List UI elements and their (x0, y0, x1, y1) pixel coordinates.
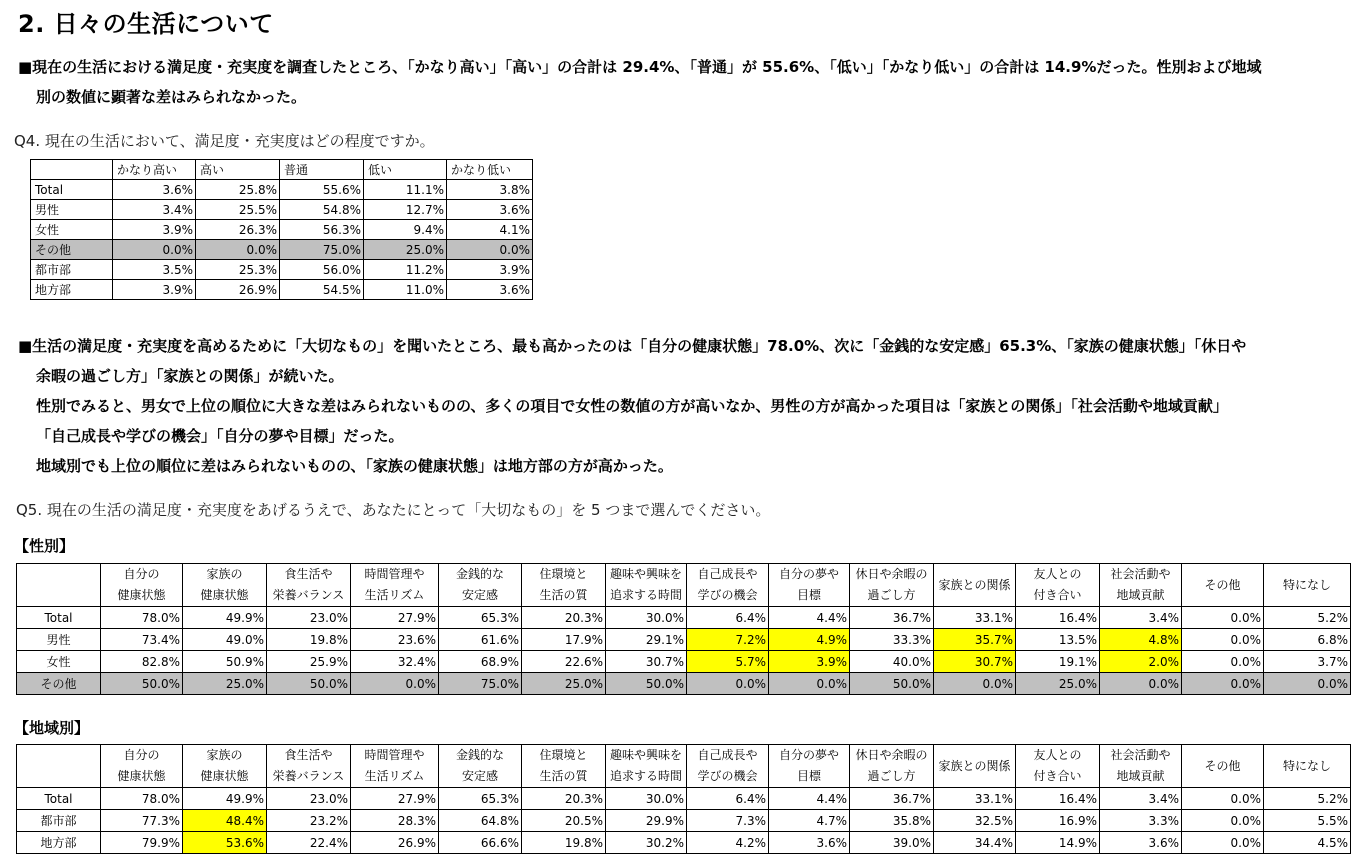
column-header: 低い (364, 160, 447, 180)
value-cell: 7.3% (687, 810, 769, 832)
column-header (101, 745, 183, 788)
value-cell: 25.3% (196, 260, 280, 280)
row-label: Total (17, 788, 101, 810)
column-header-line: 住環境と (539, 567, 588, 581)
column-header (1182, 564, 1264, 607)
column-header-line: 自分の (123, 748, 160, 762)
table-header-row (17, 564, 1351, 607)
value-cell: 0.0% (1182, 629, 1264, 651)
value-cell: 68.9% (439, 651, 522, 673)
value-cell: 3.6% (1100, 832, 1182, 854)
column-header-line: 趣味や興味を (609, 748, 682, 762)
column-header-line: 学びの機会 (697, 588, 758, 602)
value-cell: 23.0% (267, 788, 351, 810)
summary-line: 余暇の過ごし方」「家族との関係」が続いた。 (36, 367, 344, 385)
row-label: 都市部 (31, 260, 113, 280)
column-header-line: 特になし (1282, 758, 1331, 773)
value-cell: 28.3% (351, 810, 439, 832)
value-cell: 4.4% (769, 788, 850, 810)
value-cell: 0.0% (769, 673, 850, 695)
column-header-line: 家族の (206, 567, 243, 581)
value-cell: 4.4% (769, 607, 850, 629)
summary-line: ■生活の満足度・充実度を高めるために「大切なもの」を聞いたところ、最も高かったのは「自分の健康状態」78.0%、次に「金銭的な安定感」65.3%、「家族の健康状態」「休日や (18, 337, 1247, 355)
value-cell: 65.3% (439, 788, 522, 810)
column-header-line: 食生活や (284, 567, 333, 581)
column-header-line: 自分の (123, 567, 160, 581)
value-cell: 5.5% (1264, 810, 1351, 832)
value-cell: 65.3% (439, 607, 522, 629)
value-cell: 23.6% (351, 629, 439, 651)
value-cell: 3.4% (1100, 788, 1182, 810)
table-q4 (30, 159, 533, 300)
value-cell: 50.0% (267, 673, 351, 695)
value-cell: 29.9% (606, 810, 687, 832)
value-cell: 3.6% (769, 832, 850, 854)
value-cell: 0.0% (351, 673, 439, 695)
summary-paragraph-1 (18, 52, 1261, 112)
value-cell: 0.0% (1182, 832, 1264, 854)
summary-line: ■現在の生活における満足度・充実度を調査したところ、「かなり高い」「高い」の合計は 29.4%、「普通」が 55.6%、「低い」「かなり低い」の合計は 14.9%だった。性別および地域 (18, 58, 1262, 76)
column-header-line: 学びの機会 (697, 769, 758, 783)
value-cell: 0.0% (1100, 673, 1182, 695)
value-cell: 4.7% (769, 810, 850, 832)
value-cell: 33.3% (850, 629, 934, 651)
table-row (31, 240, 533, 260)
column-header (101, 564, 183, 607)
value-cell: 14.9% (1016, 832, 1100, 854)
value-cell: 0.0% (196, 240, 280, 260)
value-cell: 56.0% (280, 260, 364, 280)
value-cell: 27.9% (351, 788, 439, 810)
value-cell: 26.3% (196, 220, 280, 240)
value-cell: 0.0% (1182, 788, 1264, 810)
value-cell: 53.6% (183, 832, 267, 854)
row-label: 都市部 (17, 810, 101, 832)
value-cell: 20.3% (522, 788, 606, 810)
row-label: Total (31, 180, 113, 200)
column-header (183, 564, 267, 607)
value-cell: 35.8% (850, 810, 934, 832)
table-header-row (31, 160, 533, 180)
row-label: その他 (17, 673, 101, 695)
value-cell: 20.5% (522, 810, 606, 832)
column-header-line: 食生活や (284, 748, 333, 762)
column-header-line: 目標 (796, 588, 821, 602)
value-cell: 3.8% (447, 180, 533, 200)
value-cell: 11.2% (364, 260, 447, 280)
column-header (439, 564, 522, 607)
value-cell: 4.5% (1264, 832, 1351, 854)
table-q5-gender (16, 563, 1351, 695)
value-cell: 30.7% (606, 651, 687, 673)
value-cell: 13.5% (1016, 629, 1100, 651)
value-cell: 32.5% (934, 810, 1016, 832)
value-cell: 0.0% (1182, 673, 1264, 695)
column-header-line: 生活リズム (364, 769, 425, 783)
column-header-line: 特になし (1282, 577, 1331, 592)
column-header-line: 過ごし方 (867, 588, 916, 602)
column-header-line: 健康状態 (200, 769, 249, 783)
value-cell: 5.2% (1264, 607, 1351, 629)
column-header (351, 745, 439, 788)
value-cell: 0.0% (113, 240, 196, 260)
column-header-line: 栄養バランス (272, 769, 345, 783)
value-cell: 16.4% (1016, 607, 1100, 629)
column-header-line: 健康状態 (117, 769, 166, 783)
value-cell: 54.5% (280, 280, 364, 300)
value-cell: 30.7% (934, 651, 1016, 673)
value-cell: 19.8% (522, 832, 606, 854)
column-header: かなり低い (447, 160, 533, 180)
table-row (31, 260, 533, 280)
table-row (17, 607, 1351, 629)
column-header-line: 生活リズム (364, 588, 425, 602)
table-row (31, 220, 533, 240)
table-header-row (17, 745, 1351, 788)
column-header-line: 友人との (1033, 748, 1082, 762)
value-cell: 75.0% (280, 240, 364, 260)
column-header (522, 564, 606, 607)
value-cell: 33.1% (934, 788, 1016, 810)
column-header-line: 地域貢献 (1116, 588, 1165, 602)
column-header-line: 付き合い (1033, 769, 1082, 783)
column-header (687, 745, 769, 788)
column-header-line: 栄養バランス (272, 588, 345, 602)
value-cell: 25.9% (267, 651, 351, 673)
value-cell: 4.8% (1100, 629, 1182, 651)
value-cell: 35.7% (934, 629, 1016, 651)
value-cell: 7.2% (687, 629, 769, 651)
column-header (769, 745, 850, 788)
value-cell: 6.4% (687, 607, 769, 629)
summary-line: 性別でみると、男女で上位の順位に大きな差はみられないものの、多くの項目で女性の数値の方が高いなか、男性の方が高かった項目は「家族との関係」「社会活動や地域貢献」 (36, 397, 1228, 415)
value-cell: 23.0% (267, 607, 351, 629)
value-cell: 16.9% (1016, 810, 1100, 832)
value-cell: 61.6% (439, 629, 522, 651)
row-label: 男性 (31, 200, 113, 220)
value-cell: 4.1% (447, 220, 533, 240)
value-cell: 0.0% (934, 673, 1016, 695)
summary-paragraph-2 (18, 331, 1246, 481)
value-cell: 3.9% (113, 220, 196, 240)
value-cell: 5.7% (687, 651, 769, 673)
corner-cell (17, 745, 101, 788)
value-cell: 56.3% (280, 220, 364, 240)
value-cell: 36.7% (850, 788, 934, 810)
column-header: かなり高い (113, 160, 196, 180)
value-cell: 22.6% (522, 651, 606, 673)
column-header-line: 健康状態 (117, 588, 166, 602)
subheading-region: 【地域別】 (14, 719, 90, 737)
value-cell: 30.2% (606, 832, 687, 854)
table-q5-region (16, 744, 1351, 854)
column-header (934, 564, 1016, 607)
column-header (522, 745, 606, 788)
column-header (351, 564, 439, 607)
value-cell: 25.0% (364, 240, 447, 260)
value-cell: 9.4% (364, 220, 447, 240)
column-header-line: 家族との関係 (938, 577, 1011, 592)
column-header-line: 休日や余暇の (855, 748, 928, 762)
value-cell: 26.9% (351, 832, 439, 854)
value-cell: 0.0% (1264, 673, 1351, 695)
column-header-line: 自分の夢や (778, 567, 839, 581)
column-header (267, 564, 351, 607)
column-header (1100, 745, 1182, 788)
value-cell: 3.4% (113, 200, 196, 220)
table-row (17, 629, 1351, 651)
section-title: 2. 日々の生活について (18, 10, 274, 38)
column-header-line: 追求する時間 (609, 588, 682, 602)
column-header (267, 745, 351, 788)
question-q4: Q4. 現在の生活において、満足度・充実度はどの程度ですか。 (14, 132, 435, 150)
column-header (769, 564, 850, 607)
value-cell: 36.7% (850, 607, 934, 629)
value-cell: 79.9% (101, 832, 183, 854)
column-header-line: 自分の夢や (778, 748, 839, 762)
value-cell: 73.4% (101, 629, 183, 651)
value-cell: 3.7% (1264, 651, 1351, 673)
column-header (1100, 564, 1182, 607)
column-header-line: 金銭的な (455, 567, 504, 581)
value-cell: 40.0% (850, 651, 934, 673)
value-cell: 50.9% (183, 651, 267, 673)
table-row (17, 788, 1351, 810)
column-header-line: 生活の質 (539, 588, 588, 602)
value-cell: 34.4% (934, 832, 1016, 854)
row-label: 男性 (17, 629, 101, 651)
value-cell: 78.0% (101, 607, 183, 629)
column-header-line: 休日や余暇の (855, 567, 928, 581)
value-cell: 0.0% (1182, 810, 1264, 832)
column-header (606, 745, 687, 788)
value-cell: 0.0% (1182, 607, 1264, 629)
value-cell: 2.0% (1100, 651, 1182, 673)
column-header-line: 健康状態 (200, 588, 249, 602)
column-header-line: 時間管理や (364, 567, 425, 581)
value-cell: 0.0% (687, 673, 769, 695)
value-cell: 11.1% (364, 180, 447, 200)
subheading-gender: 【性別】 (14, 537, 75, 555)
row-label: 女性 (31, 220, 113, 240)
value-cell: 20.3% (522, 607, 606, 629)
column-header (850, 745, 934, 788)
value-cell: 0.0% (447, 240, 533, 260)
column-header (1264, 564, 1351, 607)
value-cell: 12.7% (364, 200, 447, 220)
column-header-line: 追求する時間 (609, 769, 682, 783)
value-cell: 4.9% (769, 629, 850, 651)
value-cell: 50.0% (101, 673, 183, 695)
column-header-line: 生活の質 (539, 769, 588, 783)
value-cell: 25.8% (196, 180, 280, 200)
value-cell: 50.0% (850, 673, 934, 695)
column-header-line: 安定感 (461, 769, 498, 783)
value-cell: 3.6% (447, 280, 533, 300)
table-row (31, 180, 533, 200)
value-cell: 29.1% (606, 629, 687, 651)
column-header (439, 745, 522, 788)
value-cell: 27.9% (351, 607, 439, 629)
value-cell: 22.4% (267, 832, 351, 854)
table-row (17, 832, 1351, 854)
value-cell: 39.0% (850, 832, 934, 854)
column-header-line: 自己成長や (697, 748, 758, 762)
value-cell: 3.5% (113, 260, 196, 280)
table-row (17, 651, 1351, 673)
table-row (17, 810, 1351, 832)
value-cell: 75.0% (439, 673, 522, 695)
table-row (17, 673, 1351, 695)
column-header (934, 745, 1016, 788)
value-cell: 48.4% (183, 810, 267, 832)
value-cell: 33.1% (934, 607, 1016, 629)
value-cell: 23.2% (267, 810, 351, 832)
column-header (1016, 745, 1100, 788)
column-header-line: 家族の (206, 748, 243, 762)
value-cell: 5.2% (1264, 788, 1351, 810)
row-label: 女性 (17, 651, 101, 673)
value-cell: 3.3% (1100, 810, 1182, 832)
table-row (31, 280, 533, 300)
value-cell: 6.4% (687, 788, 769, 810)
value-cell: 3.6% (447, 200, 533, 220)
column-header-line: 住環境と (539, 748, 588, 762)
value-cell: 3.9% (769, 651, 850, 673)
value-cell: 3.9% (447, 260, 533, 280)
question-q5: Q5. 現在の生活の満足度・充実度をあげるうえで、あなたにとって「大切なもの」を 5 つまで選んでください。 (16, 501, 771, 519)
row-label: Total (17, 607, 101, 629)
value-cell: 3.6% (113, 180, 196, 200)
value-cell: 17.9% (522, 629, 606, 651)
column-header-line: 家族との関係 (938, 758, 1011, 773)
value-cell: 3.9% (113, 280, 196, 300)
column-header: 高い (196, 160, 280, 180)
column-header-line: 安定感 (461, 588, 498, 602)
value-cell: 16.4% (1016, 788, 1100, 810)
column-header-line: 社会活動や (1110, 567, 1171, 581)
value-cell: 50.0% (606, 673, 687, 695)
value-cell: 49.9% (183, 607, 267, 629)
value-cell: 32.4% (351, 651, 439, 673)
value-cell: 4.2% (687, 832, 769, 854)
column-header-line: その他 (1204, 758, 1241, 773)
column-header-line: 付き合い (1033, 588, 1082, 602)
column-header-line: その他 (1204, 577, 1241, 592)
row-label: 地方部 (17, 832, 101, 854)
summary-line: 地域別でも上位の順位に差はみられないものの、「家族の健康状態」は地方部の方が高かった。 (36, 457, 673, 475)
value-cell: 19.8% (267, 629, 351, 651)
column-header-line: 過ごし方 (867, 769, 916, 783)
column-header-line: 金銭的な (455, 748, 504, 762)
column-header (1016, 564, 1100, 607)
value-cell: 82.8% (101, 651, 183, 673)
value-cell: 49.0% (183, 629, 267, 651)
column-header (183, 745, 267, 788)
value-cell: 55.6% (280, 180, 364, 200)
value-cell: 25.5% (196, 200, 280, 220)
summary-line: 別の数値に顕著な差はみられなかった。 (36, 88, 307, 106)
value-cell: 25.0% (183, 673, 267, 695)
value-cell: 54.8% (280, 200, 364, 220)
column-header (1264, 745, 1351, 788)
value-cell: 26.9% (196, 280, 280, 300)
column-header-line: 地域貢献 (1116, 769, 1165, 783)
column-header (687, 564, 769, 607)
value-cell: 49.9% (183, 788, 267, 810)
corner-cell (17, 564, 101, 607)
value-cell: 66.6% (439, 832, 522, 854)
column-header-line: 社会活動や (1110, 748, 1171, 762)
table-row (31, 200, 533, 220)
value-cell: 78.0% (101, 788, 183, 810)
value-cell: 30.0% (606, 788, 687, 810)
value-cell: 3.4% (1100, 607, 1182, 629)
value-cell: 77.3% (101, 810, 183, 832)
column-header-line: 自己成長や (697, 567, 758, 581)
value-cell: 64.8% (439, 810, 522, 832)
column-header (1182, 745, 1264, 788)
value-cell: 19.1% (1016, 651, 1100, 673)
value-cell: 0.0% (1182, 651, 1264, 673)
column-header-line: 趣味や興味を (609, 567, 682, 581)
summary-line: 「自己成長や学びの機会」「自分の夢や目標」だった。 (36, 427, 404, 445)
column-header-line: 友人との (1033, 567, 1082, 581)
value-cell: 25.0% (522, 673, 606, 695)
value-cell: 11.0% (364, 280, 447, 300)
column-header-line: 目標 (796, 769, 821, 783)
column-header: 普通 (280, 160, 364, 180)
row-label: その他 (31, 240, 113, 260)
corner-cell (31, 160, 113, 180)
value-cell: 30.0% (606, 607, 687, 629)
value-cell: 6.8% (1264, 629, 1351, 651)
row-label: 地方部 (31, 280, 113, 300)
column-header (850, 564, 934, 607)
value-cell: 25.0% (1016, 673, 1100, 695)
column-header-line: 時間管理や (364, 748, 425, 762)
column-header (606, 564, 687, 607)
